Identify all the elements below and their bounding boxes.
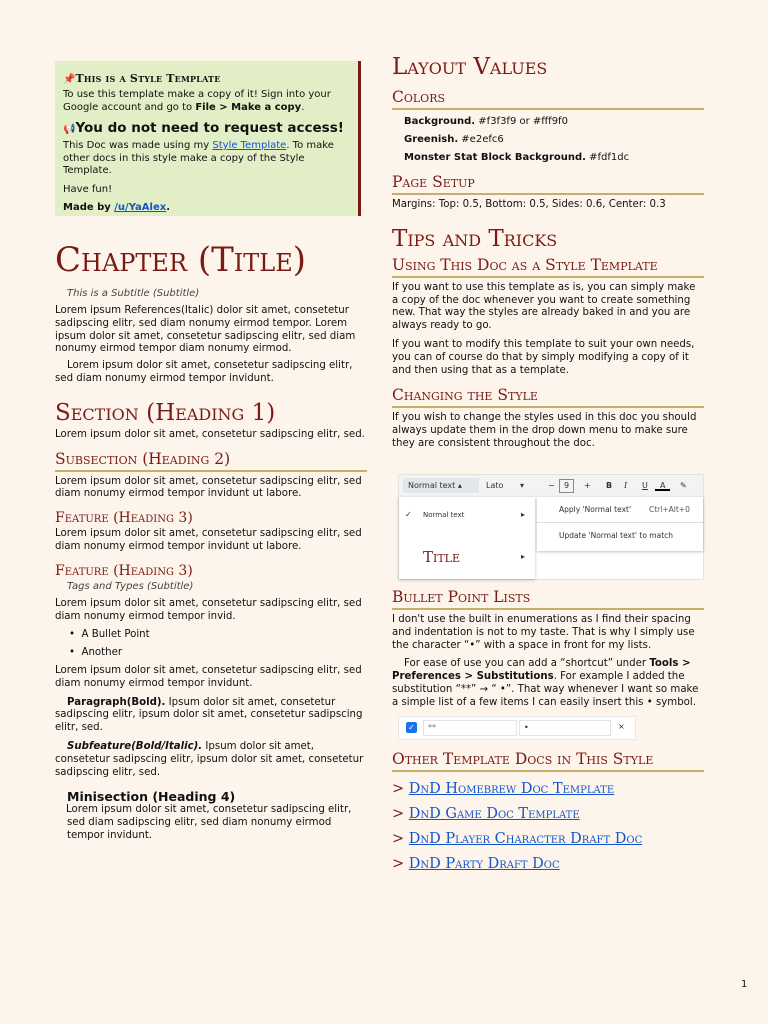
notice-title: 📌This is a Style Template	[63, 72, 221, 85]
section-heading: Section (Heading 1)	[55, 399, 276, 426]
substitution-to[interactable]: •	[519, 720, 611, 736]
check-icon: ✓	[405, 510, 412, 519]
text-color-button[interactable]: A	[655, 478, 670, 491]
notice-box	[55, 61, 361, 216]
caret-up-icon: ▴	[457, 481, 462, 490]
menu-path: File > Make a copy	[195, 101, 302, 113]
list-item: • Another	[69, 647, 123, 659]
paragraph: Lorem ipsum dolor sit amet, consetetur sadipscing elitr, sed diam nonumy eirmod tempor invid.	[55, 597, 362, 622]
made-with-text: This Doc was made using my Style Template. To make other docs in this style make a copy of the Style Template.	[63, 140, 334, 176]
page-setup-heading: Page Setup	[392, 173, 704, 195]
submenu-arrow-icon: ▸	[521, 552, 526, 561]
paragraph: If you wish to change the styles used in this doc you should always update them in the drop down menu to make sure they are consistent throughout the doc.	[392, 412, 697, 449]
subfeature-paragraph: Subfeature(Bold/Italic). Ipsum dolor sit amet, consetetur sadipscing elitr, ipsum dolor sit amet, consetetur sadipscing elitr, sed.	[55, 740, 364, 778]
feature-heading: Feature (Heading 3)	[55, 562, 193, 579]
colors-list	[392, 113, 704, 167]
update-normal-text[interactable]: Update 'Normal text' to match	[559, 531, 674, 540]
caret-down-icon: ▾	[519, 481, 524, 490]
bullet-lists-heading: Bullet Point Lists	[392, 588, 704, 610]
left-body	[55, 288, 367, 843]
page-number: 1	[741, 979, 748, 990]
layout-values-title: Layout Values	[392, 54, 548, 80]
feature-heading: Feature (Heading 3)	[55, 510, 193, 527]
minisection-heading: Minisection (Heading 4)	[67, 789, 236, 805]
highlight-pen-icon[interactable]: ✎	[680, 481, 687, 490]
other-docs	[392, 750, 704, 872]
paragraph: Lorem ipsum dolor sit amet, consetetur sadipscing elitr, sed diam nonumy eirmod tempor invidunt ut labore.	[55, 528, 362, 552]
color-item: Background. #f3f3f9 or #fff9f0	[404, 116, 568, 127]
substitution-from[interactable]: **	[423, 720, 517, 736]
menu-item-normal-text[interactable]: ✓ Normal text ▸	[399, 507, 535, 523]
bullet-symbol: •	[69, 629, 76, 641]
style-template-link[interactable]: Style Template	[212, 140, 287, 151]
menu-item-title[interactable]: Title ▸	[399, 545, 535, 569]
colors-heading: Colors	[392, 88, 704, 110]
apply-normal-text[interactable]: Apply 'Normal text' Ctrl+Alt+0	[559, 505, 690, 514]
font-select[interactable]: Lato ▾	[486, 481, 524, 490]
homebrew-doc-link[interactable]: DnD Homebrew Doc Template	[408, 781, 615, 797]
other-docs-heading: Other Template Docs in This Style	[392, 750, 704, 772]
have-fun: Have fun!	[63, 183, 113, 195]
list-item: • A Bullet Point	[69, 629, 150, 641]
paragraph: Lorem ipsum dolor sit amet, consetetur sadipscing elitr, sed diam nonumy eirmod tempor invidunt.	[55, 664, 362, 689]
bullet-symbol: •	[69, 647, 76, 659]
font-size-minus[interactable]: −	[548, 481, 555, 490]
margins-text: Margins: Top: 0.5, Bottom: 0.5, Sides: 0.6, Center: 0.3	[392, 199, 666, 210]
no-access-heading: 📢You do not need to request access!	[63, 120, 344, 136]
pin-icon: 📌	[63, 74, 76, 85]
doc-link-item: > DnD Game Doc Template	[392, 806, 580, 822]
feature-subtitle: Tags and Types (Subtitle)	[67, 580, 194, 592]
changing-heading: Changing the Style	[392, 386, 704, 408]
submenu-divider	[537, 522, 703, 523]
style-submenu	[537, 497, 703, 551]
paragraph: Lorem ipsum References(Italic) dolor sit amet, consetetur sadipscing elitr, sed diam nonumy eirmod tempor. Lorem ipsum dolor sit amet, consetetur sadipscing elitr, sed diam nonumy eirmod tempor diam nonumy eirmod.	[55, 305, 356, 355]
paragraph: If you want to use this template as is, you can simply make a copy of the doc whenever you want to create something new. That way the styles are already baked in and you are always ready to go.	[392, 281, 696, 332]
substitution-checkbox[interactable]: ✓	[406, 722, 417, 733]
right-column	[392, 50, 704, 451]
style-select[interactable]: Normal text ▴	[403, 478, 479, 493]
paragraph: Lorem ipsum dolor sit amet, consetetur sadipscing elitr, sed diam nonumy eirmod tempor invidunt.	[55, 360, 353, 384]
party-doc-link[interactable]: DnD Party Draft Doc	[408, 856, 560, 872]
font-size-plus[interactable]: +	[584, 481, 591, 490]
italic-button[interactable]: I	[624, 481, 628, 490]
paragraph: If you want to modify this template to suit your own needs, you can of course do that by simply modifying a copy of it and then using that as a template.	[392, 338, 695, 376]
style-toolbar-screenshot	[398, 474, 704, 580]
chapter-subtitle: This is a Subtitle (Subtitle)	[67, 288, 200, 299]
toolbar-bar	[399, 475, 703, 497]
paragraph: Lorem ipsum dolor sit amet, consetetur sadipscing elitr, sed diam sadipscing elitr, sed diam nonumy eirmod tempor invidunt.	[66, 804, 352, 841]
bold-paragraph: Paragraph(Bold). Ipsum dolor sit amet, consetetur sadipscing elitr, ipsum dolor sit amet, consetetur sadipscing elitr, sed.	[55, 696, 363, 734]
notice-intro: To use this template make a copy of it! Sign into your Google account and go to File > Make a copy.	[63, 89, 331, 113]
tips-title: Tips and Tricks	[392, 225, 558, 252]
subsection-heading: Subsection (Heading 2)	[55, 450, 367, 472]
made-by: Made by /u/YaAlex.	[63, 202, 170, 213]
paragraph: Lorem ipsum dolor sit amet, consetetur sadipscing elitr, sed diam nonumy eirmod tempor invidunt ut labore.	[55, 475, 362, 500]
color-item: Monster Stat Block Background. #fdf1dc	[404, 152, 630, 163]
player-character-doc-link[interactable]: DnD Player Character Draft Doc	[408, 831, 643, 847]
font-size-input[interactable]: 9	[559, 479, 574, 493]
substitution-screenshot	[398, 716, 636, 740]
chapter-title: Chapter (Title)	[55, 240, 306, 280]
using-heading: Using This Doc as a Style Template	[392, 256, 704, 278]
remove-icon[interactable]: ×	[618, 722, 625, 731]
paragraph: I don't use the built in enumerations as I find their spacing and indentation is not to my taste. That is why I simply use the character “•” with a space in front for my lists.	[392, 614, 695, 651]
submenu-arrow-icon: ▸	[521, 510, 526, 519]
bold-button[interactable]: B	[606, 481, 613, 490]
speaker-icon: 📢	[63, 124, 76, 135]
paragraph: Lorem ipsum dolor sit amet, consetetur sadipscing elitr, sed.	[55, 428, 365, 440]
doc-link-item: > DnD Party Draft Doc	[392, 856, 560, 872]
style-dropdown-menu	[399, 497, 535, 579]
author-link[interactable]: /u/YaAlex	[114, 202, 167, 213]
right-lower	[392, 588, 704, 710]
color-item: Greenish. #e2efc6	[404, 134, 504, 145]
doc-link-item: > DnD Homebrew Doc Template	[392, 781, 615, 797]
doc-link-item: > DnD Player Character Draft Doc	[392, 831, 643, 847]
paragraph: For ease of use you can add a “shortcut” under Tools > Preferences > Substitutions. For example I added the substitution “**” → “ •”. That way whenever I want so make a simple list of a few items I can easily insert this • symbol.	[392, 658, 699, 708]
game-doc-link[interactable]: DnD Game Doc Template	[408, 806, 580, 822]
underline-button[interactable]: U	[642, 481, 648, 490]
